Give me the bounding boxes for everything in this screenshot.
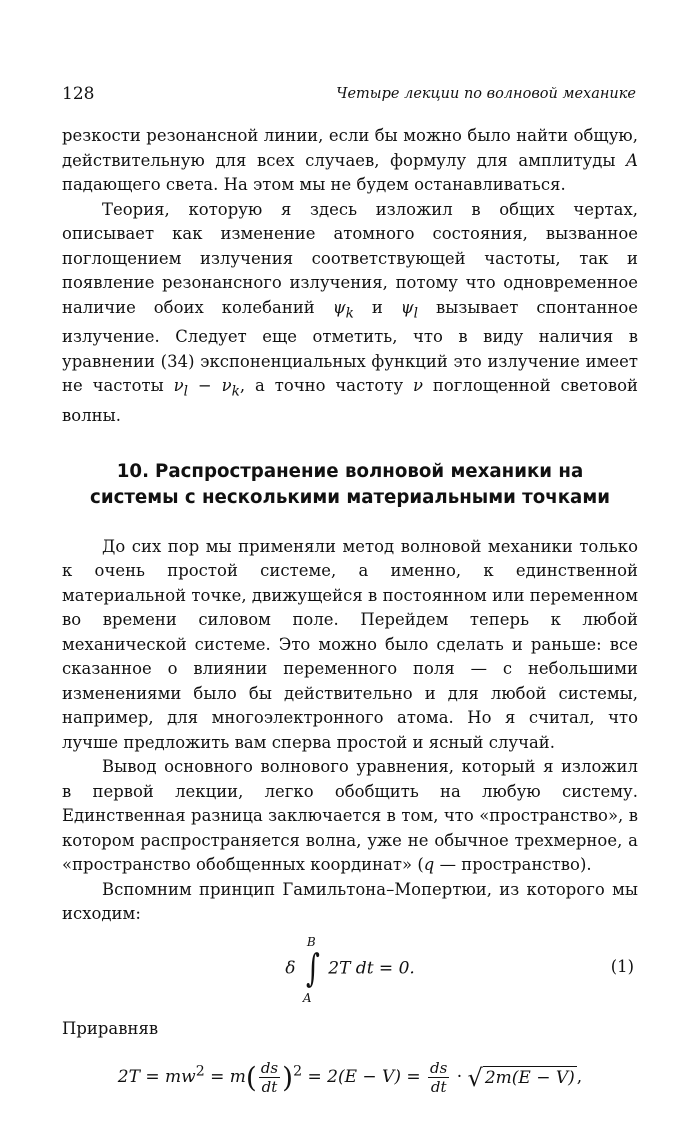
integral-expression [285, 934, 415, 1005]
fraction-ds-dt-2: $\frac{ds}{dt}$ [430, 1059, 448, 1097]
paragraph-3: До сих пор мы применяли метод волновой механики только к очень простой системе, а именно, к единственной материальной точке, движущейся в постоянном или переменном во времени силовом поле. Перейдем теперь к любой механической системе. Это можно было сделать и раньше: все сказанное о влиянии переменного поля — с небольшими изменениями было бы действительно и для любой системы, например, для многоэлектронного атома. Но я считал, что лучше предложить вам сперва простой и ясный случай. [62, 536, 638, 752]
equation-2: $2T = mw^2 = m$( $\frac{ds}{dt}$ )$^2$ = 2(E − V) = $\frac{ds}{dt}$ · √ 2m(E − V) , [117, 1059, 583, 1097]
section-heading [82, 459, 618, 511]
section-title: Распространение волновой механики на системы с несколькими материальными точками [90, 460, 610, 508]
page-header [62, 84, 638, 108]
page-number: 128 [62, 84, 95, 104]
lower-limit: A [302, 990, 312, 1005]
paragraph-6: Приравняв [62, 1018, 159, 1038]
integrand: 2T dt = 0. [328, 958, 415, 979]
paragraph-5: Вспомним принцип Гамильтона–Мопертюи, из которого мы исходим: [62, 879, 638, 924]
square-root: √ 2m(E − V) [467, 1063, 575, 1092]
paragraph-2: Теория, которую я здесь изложил в общих чертах, описывает как изменение атомного состояния, вызванное поглощением излучения соответствующей частоты, так и появление резонансного излучения, потому что одновременное наличие обоих колебаний $\psi_k$ и $\psi_l$ вызывает спонтанное излучение. Следует еще отметить, что в виду наличия в уравнении (34) экспоненциальных функций это излучение имеет не частоты $\nu_l - \nu_k$, а точно частоту ν поглощенной световой волны. [62, 199, 638, 426]
body-text [62, 124, 638, 1123]
running-title: Четыре лекции по волновой механике [336, 86, 636, 102]
section-number: 10. [116, 460, 150, 482]
equation-number: (1) [610, 956, 634, 976]
paragraph-1: резкости резонансной линии, если бы можно было найти общую, действительную для всех случаев, формулу для амплитуды A падающего света. На этом мы не будем останавливаться. [62, 126, 638, 194]
equation-1 [62, 933, 638, 1009]
delta-symbol: δ [285, 958, 296, 979]
fraction-ds-dt: $\frac{ds}{dt}$ [260, 1059, 279, 1097]
var-amplitude: A [626, 150, 638, 170]
upper-limit: B [306, 934, 316, 949]
paragraph-4: Вывод основного волнового уравнения, который я изложил в первой лекции, легко обобщить на любую систему. Единственная разница заключается в том, что «пространство», в котором распространяется волна, уже не обычное трехмерное, а «пространство обобщенных координат» (q — пространство). [62, 757, 638, 875]
integral-sign: ∫ [305, 945, 320, 990]
